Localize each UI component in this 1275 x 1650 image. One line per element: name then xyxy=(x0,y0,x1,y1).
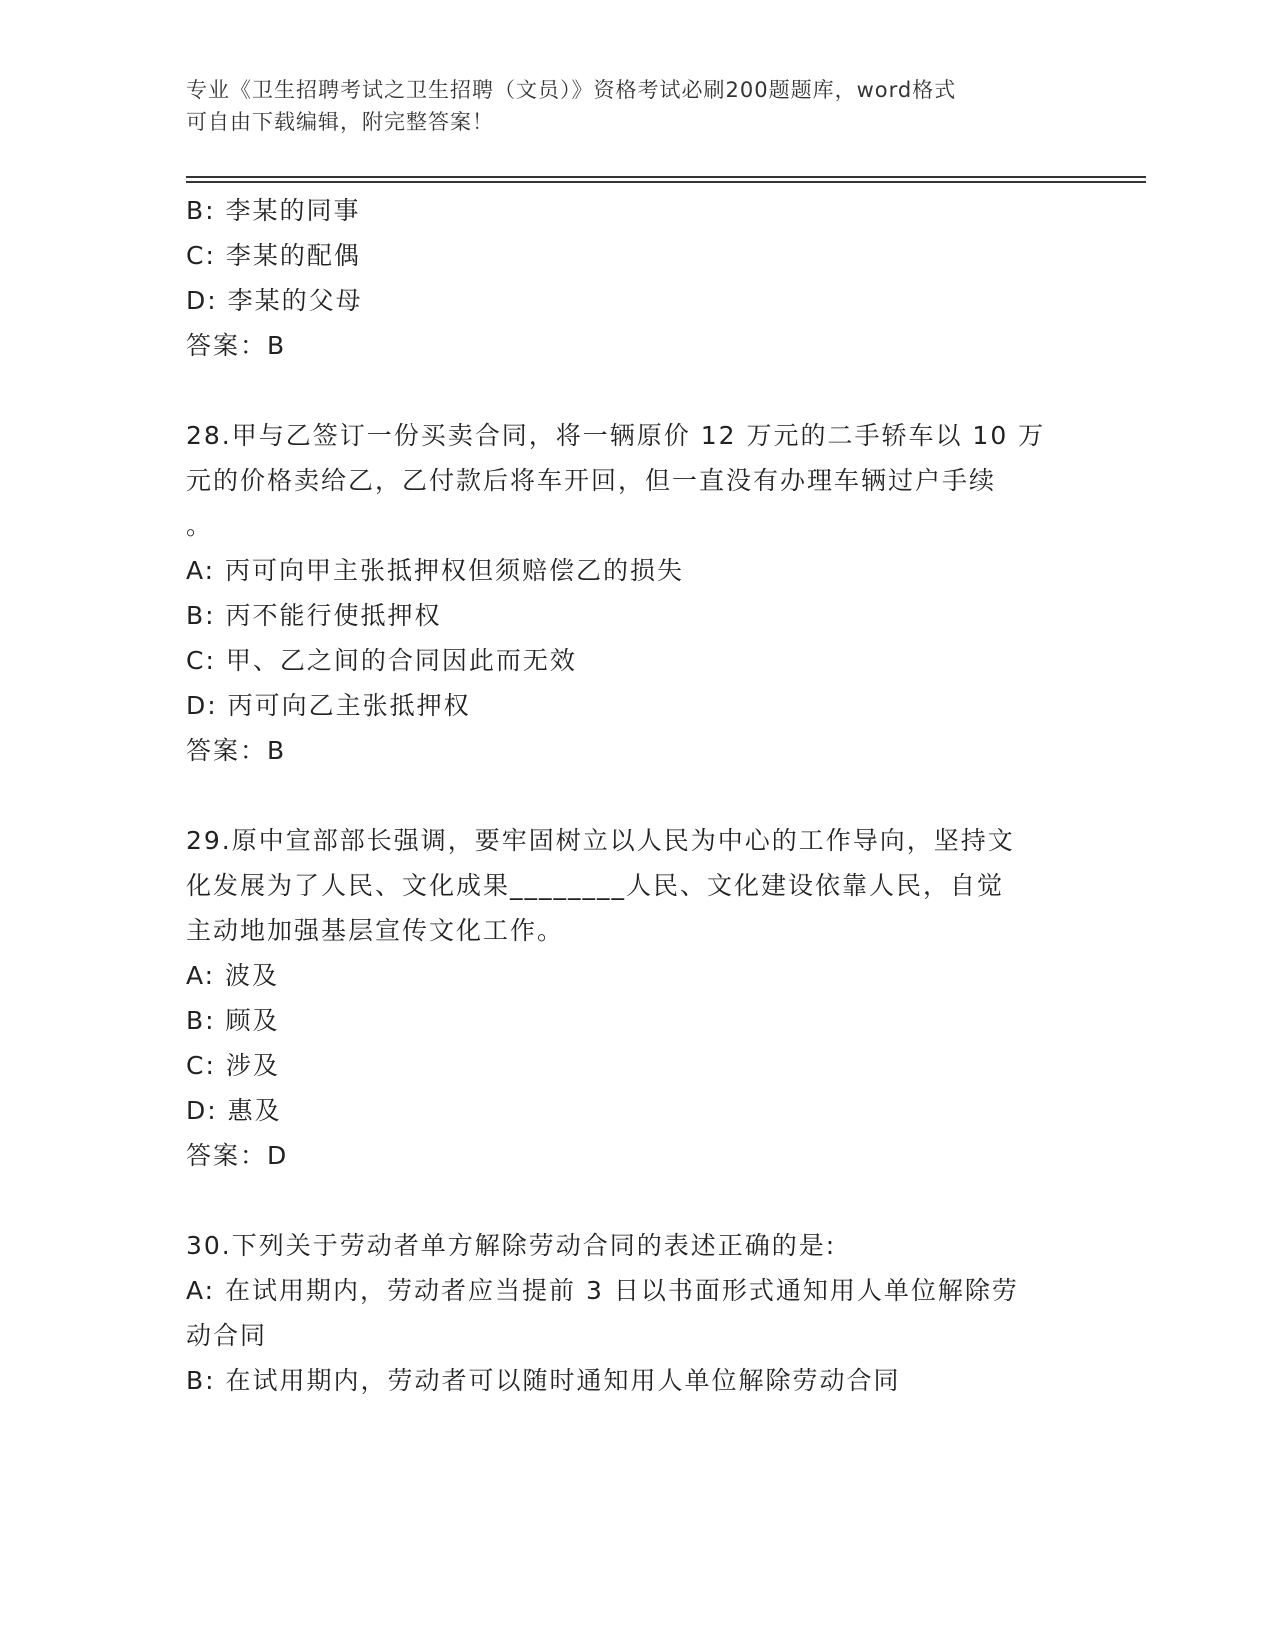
answer-line: 答案：D xyxy=(186,1141,289,1170)
option-d: D: 丙可向乙主张抵押权 xyxy=(186,691,471,720)
question-28 xyxy=(186,413,1086,773)
document-body xyxy=(186,188,1086,1403)
option-b: B: 在试用期内，劳动者可以随时通知用人单位解除劳动合同 xyxy=(186,1366,901,1395)
option-b: B: 丙不能行使抵押权 xyxy=(186,601,442,630)
option-c: C: 涉及 xyxy=(186,1051,280,1080)
question-30 xyxy=(186,1223,1086,1403)
header-line-2: 可自由下载编辑，附完整答案！ xyxy=(186,110,494,134)
question-text-line: 主动地加强基层宣传文化工作。 xyxy=(186,916,565,945)
spacer xyxy=(186,773,1086,818)
question-27 xyxy=(186,188,1086,368)
question-29 xyxy=(186,818,1086,1178)
question-text-line: 化发展为了人民、文化成果________人民、文化建设依靠人民，自觉 xyxy=(186,871,1005,900)
question-text-line: 元的价格卖给乙，乙付款后将车开回，但一直没有办理车辆过户手续 xyxy=(186,466,997,495)
header-divider-top xyxy=(186,176,1146,178)
option-a: A: 在试用期内，劳动者应当提前 3 日以书面形式通知用人单位解除劳 xyxy=(186,1276,1019,1305)
question-text-line: 30.下列关于劳动者单方解除劳动合同的表述正确的是: xyxy=(186,1231,837,1260)
question-text-line: 。 xyxy=(186,511,214,540)
question-text-line: 29.原中宣部部长强调，要牢固树立以人民为中心的工作导向，坚持文 xyxy=(186,826,1015,855)
document-header xyxy=(186,74,1066,138)
option-a-continuation: 动合同 xyxy=(186,1321,268,1350)
answer-line: 答案：B xyxy=(186,331,287,360)
option-c: C: 甲、乙之间的合同因此而无效 xyxy=(186,646,577,675)
option-c: C: 李某的配偶 xyxy=(186,241,361,270)
answer-line: 答案：B xyxy=(186,736,287,765)
option-b: B: 李某的同事 xyxy=(186,196,361,225)
option-d: D: 李某的父母 xyxy=(186,286,363,315)
option-a: A: 波及 xyxy=(186,961,280,990)
option-d: D: 惠及 xyxy=(186,1096,282,1125)
spacer xyxy=(186,1178,1086,1223)
option-a: A: 丙可向甲主张抵押权但须赔偿乙的损失 xyxy=(186,556,685,585)
spacer xyxy=(186,368,1086,413)
option-b: B: 顾及 xyxy=(186,1006,280,1035)
header-line-1: 专业《卫生招聘考试之卫生招聘（文员）》资格考试必刷200题题库，word格式 xyxy=(186,78,957,102)
header-divider-bottom xyxy=(186,181,1146,183)
question-text-line: 28.甲与乙签订一份买卖合同，将一辆原价 12 万元的二手轿车以 10 万 xyxy=(186,421,1046,450)
